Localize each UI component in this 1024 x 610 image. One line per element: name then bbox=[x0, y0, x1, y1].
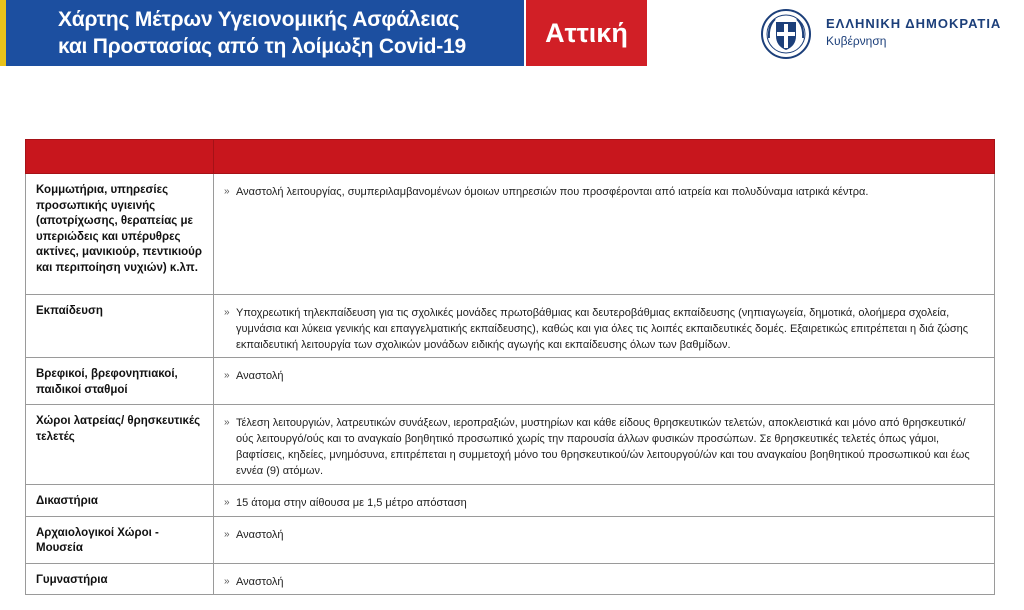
row-measure: Αναστολή λειτουργίας, συμπεριλαμβανομένων όμοιων υπηρεσιών που προσφέρονται από ιατρεία και πολυδύναμα ιατρικά κέντρα. bbox=[236, 186, 869, 198]
table-header-row bbox=[26, 140, 995, 174]
table-row bbox=[26, 405, 995, 485]
bullet-mark: » bbox=[224, 370, 230, 381]
gov-name: ΕΛΛΗΝΙΚΗ ΔΗΜΟΚΡΑΤΙΑ bbox=[826, 16, 1002, 31]
row-measure: Αναστολή bbox=[236, 370, 284, 382]
row-measure: 15 άτομα στην αίθουσα με 1,5 μέτρο απόσταση bbox=[236, 497, 467, 509]
row-measure: Αναστολή bbox=[236, 575, 284, 588]
row-measure: Τέλεση λειτουργιών, λατρευτικών συνάξεων, ιεροπραξιών, μυστηρίων και κάθε είδους θρησκευτικών τελετών, αποκλειστικά και μόνο από θρησκευτικό/ούς λειτουργό/ούς και το αναγκαίο βοηθητικό προσωπικό χωρίς την παρουσία άλλων φυσικών προσώπων. Σε θρησκευτικές τελετές όπως γάμοι, βαφτίσεις, κηδείες, μνημόσυνα, επιτρέπεται η συμμετοχή μόνο του θρησκευτικού/ών λειτουργού/ών και του αναγκαίου βοηθητικού προσωπικού και έως εννέα (9) ατόμων. bbox=[236, 417, 970, 477]
region-label: Αττική bbox=[526, 0, 647, 66]
measures-table bbox=[25, 139, 995, 595]
bullet-mark: » bbox=[224, 307, 230, 318]
bullet-mark: » bbox=[224, 528, 230, 540]
table-row bbox=[26, 485, 995, 517]
row-category: Βρεφικοί, βρεφονηπιακοί, παιδικοί σταθμοί bbox=[26, 358, 214, 405]
table-row bbox=[26, 516, 995, 563]
bullet-mark: » bbox=[224, 417, 230, 428]
government-branding bbox=[826, 16, 1001, 48]
bullet-mark: » bbox=[224, 575, 230, 587]
row-category: Κομμωτήρια, υπηρεσίες προσωπικής υγιεινής (αποτρίχωσης, θεραπείας με υπεριώδεις και υπέρυθρες ακτίνες, μανικιούρ, πεντικιούρ και περιποίηση νυχιών) κ.λπ. bbox=[26, 174, 214, 295]
row-category: Χώροι λατρείας/ θρησκευτικές τελετές bbox=[26, 405, 214, 485]
table-header-category bbox=[26, 140, 214, 174]
greek-coat-of-arms-icon bbox=[760, 8, 812, 60]
document-title bbox=[0, 0, 524, 66]
table-header-measure bbox=[214, 140, 995, 174]
row-measure: Αναστολή bbox=[236, 528, 284, 541]
table-row bbox=[26, 295, 995, 358]
row-category: Γυμναστήρια bbox=[26, 563, 214, 595]
gov-subtitle: Κυβέρνηση bbox=[826, 34, 887, 48]
bullet-mark: » bbox=[224, 497, 230, 508]
bullet-mark: » bbox=[224, 186, 230, 197]
title-line-2: και Προστασίας από τη λοίμωξη Covid-19 bbox=[58, 35, 466, 58]
table-row bbox=[26, 174, 995, 295]
header bbox=[0, 0, 1024, 66]
row-category: Δικαστήρια bbox=[26, 485, 214, 517]
row-measure: Υποχρεωτική τηλεκπαίδευση για τις σχολικές μονάδες πρωτοβάθμιας και δευτεροβάθμιας εκπαίδευσης (νηπιαγωγεία, δημοτικά, ολοήμερα σχολεία, γυμνάσια και λύκεια γενικής και επαγγελματικής εκπαίδευσης), καθώς και για όλες τις λοιπές εκπαιδευτικές δομές. Εξαιρετικώς επιτρέπεται η διά ζώσης εκπαιδευτική λειτουργία των σχολικών μονάδων ειδικής αγωγής και εκπαίδευσης όλων των βαθμίδων. bbox=[236, 307, 969, 351]
row-category: Αρχαιολογικοί Χώροι - Μουσεία bbox=[26, 516, 214, 563]
title-line-1: Χάρτης Μέτρων Υγειονομικής Ασφάλειας bbox=[58, 8, 460, 31]
row-category: Εκπαίδευση bbox=[26, 295, 214, 358]
table-row bbox=[26, 358, 995, 405]
table-row bbox=[26, 563, 995, 595]
